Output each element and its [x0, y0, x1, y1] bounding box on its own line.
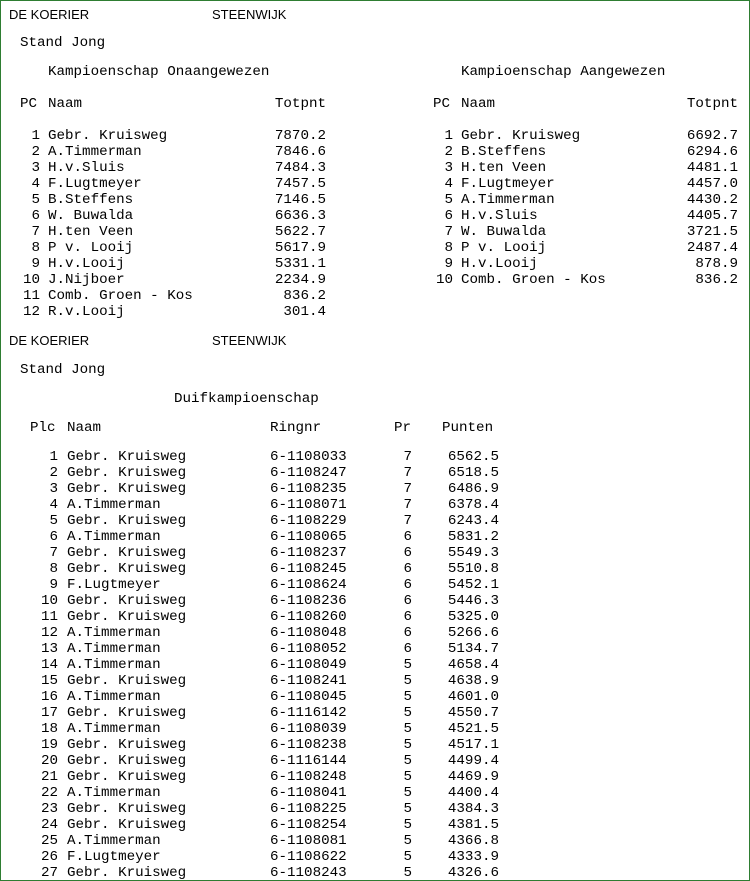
duif-row-plc: 21 — [40, 769, 58, 785]
duif-row-pr: 6 — [403, 529, 412, 545]
standings-row-name: H.ten Veen — [461, 160, 547, 176]
duif-row-name: Gebr. Kruisweg — [67, 593, 187, 609]
standings-row-pc: 9 — [31, 256, 40, 272]
duif-table-title: Duifkampioenschap — [174, 391, 319, 407]
duif-row-ring: 6-1108622 — [270, 849, 347, 865]
standings-row-total: 836.2 — [283, 288, 326, 304]
duif-row-plc: 17 — [40, 705, 58, 721]
duif-row-ring: 6-1116142 — [270, 705, 347, 721]
standings-row-total: 5622.7 — [274, 224, 326, 240]
header-place-2: STEENWIJK — [212, 333, 287, 348]
standings-row-name: P v. Looij — [461, 240, 547, 256]
duif-col-plc: Plc — [30, 420, 56, 436]
duif-row-pr: 5 — [403, 849, 412, 865]
duif-row-name: Gebr. Kruisweg — [67, 737, 187, 753]
duif-row-name: Gebr. Kruisweg — [67, 609, 187, 625]
standings-row-name: H.v.Sluis — [461, 208, 538, 224]
duif-row-name: F.Lugtmeyer — [67, 577, 161, 593]
standings-row-pc: 8 — [444, 240, 453, 256]
standings-row-pc: 7 — [31, 224, 40, 240]
duif-row-pr: 5 — [403, 769, 412, 785]
duif-row-points: 5831.2 — [447, 529, 499, 545]
duif-row-ring: 6-1108065 — [270, 529, 347, 545]
right-col-total: Totpnt — [686, 96, 738, 112]
right-col-pc: PC — [433, 96, 451, 112]
duif-row-name: A.Timmerman — [67, 721, 161, 737]
standings-row-pc: 6 — [444, 208, 453, 224]
duif-row-points: 4517.1 — [447, 737, 499, 753]
standings-row-name: P v. Looij — [48, 240, 134, 256]
duif-row-points: 6378.4 — [447, 497, 499, 513]
standings-row-pc: 11 — [22, 288, 40, 304]
duif-col-points: Punten — [442, 420, 494, 436]
duif-row-pr: 7 — [403, 497, 412, 513]
standings-row-total: 7484.3 — [274, 160, 326, 176]
standings-row-pc: 9 — [444, 256, 453, 272]
duif-row-points: 5452.1 — [447, 577, 499, 593]
duif-row-pr: 5 — [403, 753, 412, 769]
duif-row-plc: 11 — [40, 609, 58, 625]
duif-row-name: Gebr. Kruisweg — [67, 481, 187, 497]
duif-row-plc: 3 — [49, 481, 58, 497]
duif-row-ring: 6-1108260 — [270, 609, 347, 625]
standings-row-total: 7846.6 — [274, 144, 326, 160]
duif-row-name: A.Timmerman — [67, 657, 161, 673]
header-paper: DE KOERIER — [9, 7, 90, 22]
duif-row-pr: 5 — [403, 673, 412, 689]
standings-row-name: Comb. Groen - Kos — [461, 272, 606, 288]
standings-row-total: 4481.1 — [686, 160, 738, 176]
duif-row-name: A.Timmerman — [67, 689, 161, 705]
category-label-2: Stand Jong — [20, 362, 106, 378]
duif-row-points: 6243.4 — [447, 513, 499, 529]
duif-row-plc: 24 — [40, 817, 58, 833]
right-col-name: Naam — [461, 96, 496, 112]
duif-row-pr: 5 — [403, 817, 412, 833]
standings-row-pc: 4 — [31, 176, 40, 192]
duif-row-plc: 26 — [40, 849, 58, 865]
category-label: Stand Jong — [20, 35, 106, 51]
standings-row-total: 2234.9 — [274, 272, 326, 288]
standings-row-total: 4457.0 — [686, 176, 738, 192]
duif-row-ring: 6-1108236 — [270, 593, 347, 609]
duif-row-name: Gebr. Kruisweg — [67, 449, 187, 465]
standings-row-name: F.Lugtmeyer — [461, 176, 555, 192]
duif-row-points: 4550.7 — [447, 705, 499, 721]
duif-row-plc: 10 — [40, 593, 58, 609]
duif-row-ring: 6-1108238 — [270, 737, 347, 753]
duif-row-ring: 6-1108039 — [270, 721, 347, 737]
duif-row-points: 5510.8 — [447, 561, 499, 577]
duif-row-ring: 6-1108041 — [270, 785, 347, 801]
standings-row-total: 7870.2 — [274, 128, 326, 144]
standings-row-total: 4430.2 — [686, 192, 738, 208]
standings-row-pc: 5 — [31, 192, 40, 208]
standings-row-pc: 5 — [444, 192, 453, 208]
standings-row-name: W. Buwalda — [461, 224, 547, 240]
duif-row-name: Gebr. Kruisweg — [67, 545, 187, 561]
standings-row-pc: 2 — [444, 144, 453, 160]
duif-row-plc: 4 — [49, 497, 58, 513]
duif-row-points: 4366.8 — [447, 833, 499, 849]
duif-row-ring: 6-1108237 — [270, 545, 347, 561]
duif-row-ring: 6-1108225 — [270, 801, 347, 817]
duif-row-ring: 6-1108052 — [270, 641, 347, 657]
duif-row-points: 4400.4 — [447, 785, 499, 801]
standings-row-total: 878.9 — [695, 256, 738, 272]
standings-row-total: 6636.3 — [274, 208, 326, 224]
standings-row-pc: 2 — [31, 144, 40, 160]
standings-row-name: A.Timmerman — [461, 192, 555, 208]
duif-row-points: 6518.5 — [447, 465, 499, 481]
duif-row-pr: 7 — [403, 449, 412, 465]
duif-row-ring: 6-1108071 — [270, 497, 347, 513]
duif-row-name: A.Timmerman — [67, 785, 161, 801]
duif-col-ring: Ringnr — [270, 420, 322, 436]
duif-row-plc: 8 — [49, 561, 58, 577]
duif-row-plc: 23 — [40, 801, 58, 817]
duif-col-pr: Pr — [394, 420, 412, 436]
standings-row-total: 7457.5 — [274, 176, 326, 192]
standings-row-name: R.v.Looij — [48, 304, 125, 320]
duif-row-pr: 6 — [403, 609, 412, 625]
duif-row-points: 4326.6 — [447, 865, 499, 881]
duif-row-ring: 6-1108247 — [270, 465, 347, 481]
duif-row-ring: 6-1108033 — [270, 449, 347, 465]
left-col-total: Totpnt — [274, 96, 326, 112]
duif-row-points: 4658.4 — [447, 657, 499, 673]
duif-row-points: 6562.5 — [447, 449, 499, 465]
duif-row-plc: 2 — [49, 465, 58, 481]
duif-row-points: 4384.3 — [447, 801, 499, 817]
duif-row-points: 4499.4 — [447, 753, 499, 769]
header-paper-2: DE KOERIER — [9, 333, 90, 348]
standings-row-pc: 1 — [31, 128, 40, 144]
duif-row-plc: 9 — [49, 577, 58, 593]
duif-row-name: Gebr. Kruisweg — [67, 705, 187, 721]
standings-row-pc: 3 — [31, 160, 40, 176]
duif-row-pr: 5 — [403, 657, 412, 673]
duif-row-points: 4469.9 — [447, 769, 499, 785]
duif-row-name: Gebr. Kruisweg — [67, 673, 187, 689]
duif-col-name: Naam — [67, 420, 102, 436]
standings-row-total: 6692.7 — [686, 128, 738, 144]
standings-row-total: 836.2 — [695, 272, 738, 288]
standings-row-pc: 8 — [31, 240, 40, 256]
duif-row-pr: 6 — [403, 593, 412, 609]
duif-row-name: Gebr. Kruisweg — [67, 817, 187, 833]
duif-row-ring: 6-1116144 — [270, 753, 347, 769]
duif-row-name: A.Timmerman — [67, 529, 161, 545]
duif-row-name: A.Timmerman — [67, 497, 161, 513]
standings-row-name: A.Timmerman — [48, 144, 142, 160]
duif-row-ring: 6-1108254 — [270, 817, 347, 833]
duif-row-name: A.Timmerman — [67, 625, 161, 641]
standings-row-name: F.Lugtmeyer — [48, 176, 142, 192]
duif-row-plc: 5 — [49, 513, 58, 529]
duif-row-name: Gebr. Kruisweg — [67, 865, 187, 881]
duif-row-points: 4381.5 — [447, 817, 499, 833]
standings-row-name: B.Steffens — [48, 192, 134, 208]
duif-row-pr: 6 — [403, 561, 412, 577]
duif-row-plc: 6 — [49, 529, 58, 545]
standings-row-name: J.Nijboer — [48, 272, 125, 288]
duif-row-points: 5549.3 — [447, 545, 499, 561]
duif-row-points: 5266.6 — [447, 625, 499, 641]
duif-row-name: Gebr. Kruisweg — [67, 561, 187, 577]
standings-row-name: H.v.Looij — [461, 256, 538, 272]
standings-row-pc: 10 — [22, 272, 40, 288]
duif-row-plc: 1 — [49, 449, 58, 465]
duif-row-pr: 5 — [403, 833, 412, 849]
right-table-title: Kampioenschap Aangewezen — [461, 64, 666, 80]
duif-row-name: Gebr. Kruisweg — [67, 465, 187, 481]
standings-row-name: Gebr. Kruisweg — [461, 128, 581, 144]
duif-row-points: 5446.3 — [447, 593, 499, 609]
header-place: STEENWIJK — [212, 7, 287, 22]
standings-row-name: W. Buwalda — [48, 208, 134, 224]
standings-row-total: 5617.9 — [274, 240, 326, 256]
duif-row-name: Gebr. Kruisweg — [67, 769, 187, 785]
standings-row-pc: 3 — [444, 160, 453, 176]
standings-row-total: 6294.6 — [686, 144, 738, 160]
standings-row-pc: 4 — [444, 176, 453, 192]
duif-row-ring: 6-1108248 — [270, 769, 347, 785]
standings-row-pc: 7 — [444, 224, 453, 240]
duif-row-pr: 5 — [403, 689, 412, 705]
duif-row-plc: 12 — [40, 625, 58, 641]
duif-row-ring: 6-1108235 — [270, 481, 347, 497]
duif-row-name: Gebr. Kruisweg — [67, 513, 187, 529]
duif-row-points: 4601.0 — [447, 689, 499, 705]
duif-row-pr: 5 — [403, 721, 412, 737]
duif-row-pr: 6 — [403, 625, 412, 641]
duif-row-points: 6486.9 — [447, 481, 499, 497]
duif-row-plc: 22 — [40, 785, 58, 801]
standings-row-pc: 1 — [444, 128, 453, 144]
duif-row-plc: 27 — [40, 865, 58, 881]
left-col-name: Naam — [48, 96, 83, 112]
duif-row-ring: 6-1108045 — [270, 689, 347, 705]
standings-row-name: B.Steffens — [461, 144, 547, 160]
standings-row-name: H.ten Veen — [48, 224, 134, 240]
duif-row-plc: 19 — [40, 737, 58, 753]
duif-row-points: 4521.5 — [447, 721, 499, 737]
duif-row-pr: 7 — [403, 481, 412, 497]
duif-row-ring: 6-1108229 — [270, 513, 347, 529]
left-table-title: Kampioenschap Onaangewezen — [48, 64, 270, 80]
duif-row-points: 4638.9 — [447, 673, 499, 689]
standings-row-name: H.v.Looij — [48, 256, 125, 272]
duif-row-pr: 5 — [403, 705, 412, 721]
duif-row-name: A.Timmerman — [67, 833, 161, 849]
left-col-pc: PC — [20, 96, 38, 112]
duif-row-pr: 5 — [403, 785, 412, 801]
duif-row-pr: 5 — [403, 865, 412, 881]
duif-row-plc: 25 — [40, 833, 58, 849]
duif-row-pr: 5 — [403, 801, 412, 817]
standings-row-pc: 10 — [435, 272, 453, 288]
duif-row-ring: 6-1108081 — [270, 833, 347, 849]
duif-row-pr: 7 — [403, 513, 412, 529]
duif-row-pr: 6 — [403, 577, 412, 593]
duif-row-name: F.Lugtmeyer — [67, 849, 161, 865]
duif-row-plc: 7 — [49, 545, 58, 561]
duif-row-plc: 18 — [40, 721, 58, 737]
standings-row-pc: 12 — [22, 304, 40, 320]
standings-row-total: 301.4 — [283, 304, 326, 320]
standings-row-total: 2487.4 — [686, 240, 738, 256]
duif-row-ring: 6-1108241 — [270, 673, 347, 689]
standings-row-name: H.v.Sluis — [48, 160, 125, 176]
duif-row-name: Gebr. Kruisweg — [67, 753, 187, 769]
duif-row-pr: 7 — [403, 465, 412, 481]
duif-row-plc: 14 — [40, 657, 58, 673]
duif-row-plc: 16 — [40, 689, 58, 705]
standings-row-name: Gebr. Kruisweg — [48, 128, 168, 144]
duif-row-name: Gebr. Kruisweg — [67, 801, 187, 817]
standings-row-pc: 6 — [31, 208, 40, 224]
duif-row-ring: 6-1108048 — [270, 625, 347, 641]
standings-row-total: 5331.1 — [274, 256, 326, 272]
duif-row-ring: 6-1108243 — [270, 865, 347, 881]
duif-row-points: 5134.7 — [447, 641, 499, 657]
duif-row-plc: 20 — [40, 753, 58, 769]
duif-row-ring: 6-1108245 — [270, 561, 347, 577]
duif-row-points: 5325.0 — [447, 609, 499, 625]
duif-row-plc: 13 — [40, 641, 58, 657]
duif-row-plc: 15 — [40, 673, 58, 689]
duif-row-ring: 6-1108049 — [270, 657, 347, 673]
duif-row-pr: 6 — [403, 641, 412, 657]
duif-row-ring: 6-1108624 — [270, 577, 347, 593]
duif-row-name: A.Timmerman — [67, 641, 161, 657]
duif-row-pr: 5 — [403, 737, 412, 753]
standings-row-total: 7146.5 — [274, 192, 326, 208]
standings-row-total: 3721.5 — [686, 224, 738, 240]
standings-row-total: 4405.7 — [686, 208, 738, 224]
standings-row-name: Comb. Groen - Kos — [48, 288, 193, 304]
duif-row-pr: 6 — [403, 545, 412, 561]
duif-row-points: 4333.9 — [447, 849, 499, 865]
